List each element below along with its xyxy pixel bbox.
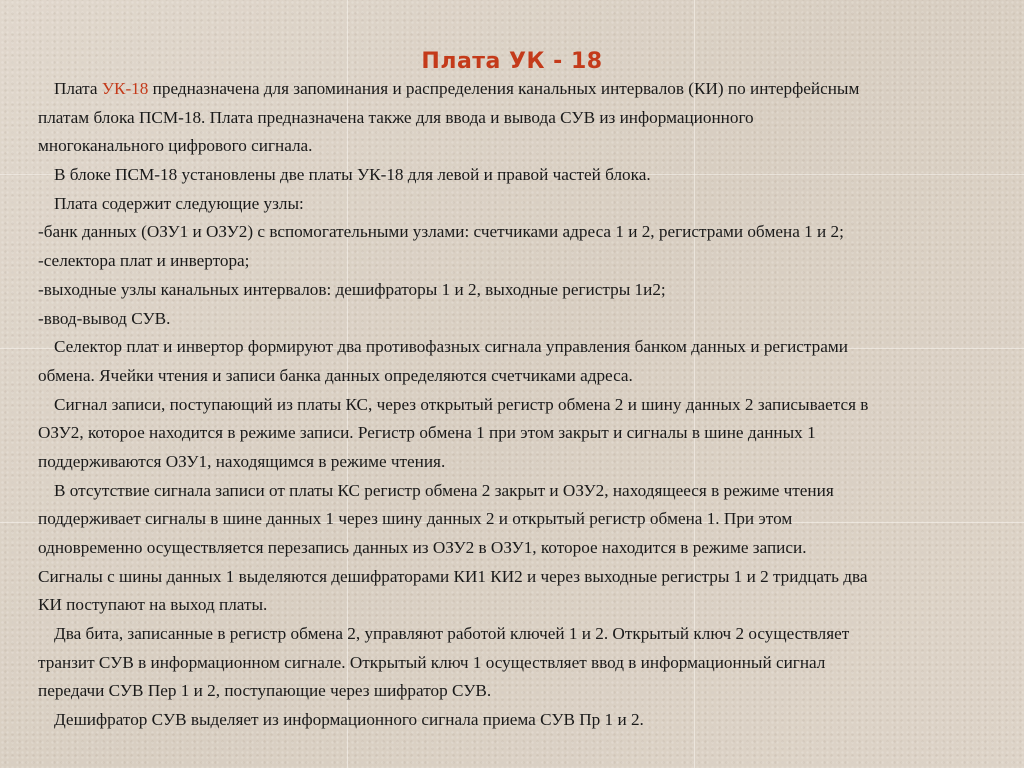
paragraph: [38, 477, 998, 620]
text-line: [38, 104, 998, 133]
paragraph: [38, 75, 998, 161]
paragraph: [38, 305, 998, 334]
text-run: -банк данных (ОЗУ1 и ОЗУ2) с вспомогательными узлами: счетчиками адреса 1 и 2, регистрами обмена 1 и 2;: [38, 222, 844, 242]
text-line: [38, 649, 998, 678]
text-line: [38, 161, 998, 190]
text-run: транзит СУВ в информационном сигнале. Открытый ключ 1 осуществляет ввод в информационный сигнал: [38, 652, 826, 672]
paragraph: [38, 247, 998, 276]
text-run: платам блока ПСМ-18. Плата предназначена также для ввода и вывода СУВ из информационного: [38, 107, 754, 127]
text-run: передачи СУВ Пер 1 и 2, поступающие через шифратор СУВ.: [38, 681, 492, 701]
text-run: Плата содержит следующие узлы:: [54, 193, 304, 213]
paragraph: [38, 276, 998, 305]
text-run: Сигнал записи, поступающий из платы КС, через открытый регистр обмена 2 и шину данных 2 записывается в: [54, 394, 869, 414]
text-run: В блоке ПСМ-18 установлены две платы УК-18 для левой и правой частей блока.: [54, 165, 651, 185]
text-line: [38, 75, 998, 104]
text-line: [38, 276, 998, 305]
text-line: [38, 706, 998, 735]
text-run: Дешифратор СУВ выделяет из информационного сигнала приема СУВ Пр 1 и 2.: [54, 710, 644, 730]
paragraph: [38, 161, 998, 190]
text-line: [38, 333, 998, 362]
slide-body: [38, 75, 998, 735]
board-name-highlight: УК-18: [101, 79, 149, 98]
text-line: [38, 218, 998, 247]
text-run: В отсутствие сигнала записи от платы КС регистр обмена 2 закрыт и ОЗУ2, находящееся в режиме чтения: [54, 480, 834, 500]
text-run: -селектора плат и инвертора;: [38, 251, 250, 271]
text-line: [38, 419, 998, 448]
text-run: КИ поступают на выход платы.: [38, 595, 268, 615]
text-run: ОЗУ2, которое находится в режиме записи. Регистр обмена 1 при этом закрыт и сигналы в шине данных 1: [38, 423, 816, 443]
text-run: Два бита, записанные в регистр обмена 2, управляют работой ключей 1 и 2. Открытый ключ 2 осуществляет: [54, 624, 850, 644]
text-run: предназначена для запоминания и распределения канальных интервалов (КИ) по интерфейсным: [148, 79, 860, 98]
text-line: [38, 247, 998, 276]
paragraph: [38, 190, 998, 219]
text-line: [38, 505, 998, 534]
paragraph: [38, 620, 998, 706]
paragraph: [38, 333, 998, 390]
text-line: [38, 677, 998, 706]
paragraph: [38, 706, 998, 735]
text-line: [38, 391, 998, 420]
text-run: -ввод-вывод СУВ.: [38, 308, 171, 328]
text-line: [38, 563, 998, 592]
text-run: обмена. Ячейки чтения и записи банка данных определяются счетчиками адреса.: [38, 365, 633, 385]
slide-title: Плата УК - 18: [421, 49, 603, 74]
text-line: [38, 305, 998, 334]
text-line: [38, 534, 998, 563]
text-line: [38, 448, 998, 477]
text-line: [38, 620, 998, 649]
paragraph: [38, 391, 998, 477]
text-run: Плата: [54, 79, 102, 98]
text-run: Сигналы с шины данных 1 выделяются дешифраторами КИ1 КИ2 и через выходные регистры 1 и 2 тридцать два: [38, 566, 868, 586]
text-run: поддерживает сигналы в шине данных 1 через шину данных 2 и открытый регистр обмена 1. При этом: [38, 509, 793, 529]
text-run: одновременно осуществляется перезапись данных из ОЗУ2 в ОЗУ1, которое находится в режиме записи.: [38, 538, 807, 557]
text-line: [38, 591, 998, 620]
text-run: многоканального цифрового сигнала.: [38, 136, 313, 156]
text-run: -выходные узлы канальных интервалов: дешифраторы 1 и 2, выходные регистры 1и2;: [38, 279, 666, 299]
text-run: поддерживаются ОЗУ1, находящимся в режиме чтения.: [38, 451, 446, 471]
text-line: [38, 362, 998, 391]
text-line: [38, 190, 998, 219]
paragraph: [38, 218, 998, 247]
text-run: Селектор плат и инвертор формируют два противофазных сигнала управления банком данных и регистрами: [54, 337, 848, 357]
text-line: [38, 477, 998, 506]
text-line: [38, 132, 998, 161]
